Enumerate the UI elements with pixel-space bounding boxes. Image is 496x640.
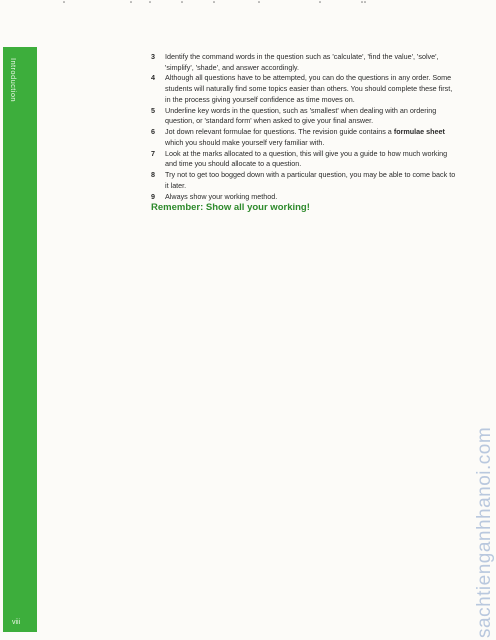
section-sidebar: [3, 47, 37, 632]
list-item: [151, 52, 457, 73]
item-text: Try not to get too bogged down with a particular question, you may be able to come back to it later.: [165, 170, 456, 190]
watermark-text: sachtienganhhanoi.com: [474, 426, 495, 638]
list-item: [151, 127, 457, 148]
item-text: Identify the command words in the question such as 'calculate', 'find the value', 'solve', 'simplify', 'shade', and answer accordingly.: [165, 52, 439, 72]
list-item: [151, 170, 457, 191]
item-text-after: which you should make yourself very familiar with.: [165, 137, 325, 147]
item-number: 9: [151, 191, 155, 201]
item-number: 8: [151, 170, 155, 180]
item-text: Always show your working method.: [165, 191, 278, 201]
item-number: 3: [151, 52, 155, 61]
section-tab-label: Introduction: [9, 58, 18, 102]
item-number: 4: [151, 73, 155, 83]
list-item: [151, 192, 457, 203]
tips-list: [151, 52, 457, 202]
scan-marks: [0, 0, 496, 8]
remember-heading: Remember: Show all your working!: [151, 202, 310, 213]
list-item: [151, 106, 457, 127]
item-text-before: Jot down relevant formulae for questions. The revision guide contains a: [165, 127, 394, 137]
item-number: 6: [151, 127, 155, 137]
item-number: 7: [151, 148, 155, 158]
item-bold-term: formulae sheet: [393, 127, 445, 137]
list-item: [151, 149, 457, 170]
item-text: Underline key words in the question, such as 'smallest' when dealing with an ordering question, or 'standard form' when asked to give your final answer.: [165, 105, 437, 126]
list-item: [151, 73, 457, 105]
page-number: viii: [12, 619, 21, 626]
item-text: Look at the marks allocated to a question, this will give you a guide to how much working and time you should allocate to a question.: [165, 148, 448, 169]
item-number: 5: [151, 105, 155, 115]
item-text: Although all questions have to be attempted, you can do the questions in any order. Some students will naturally find some topics easier than others. You should complete these first, in the process giving yourself confidence as time moves on.: [165, 73, 453, 104]
